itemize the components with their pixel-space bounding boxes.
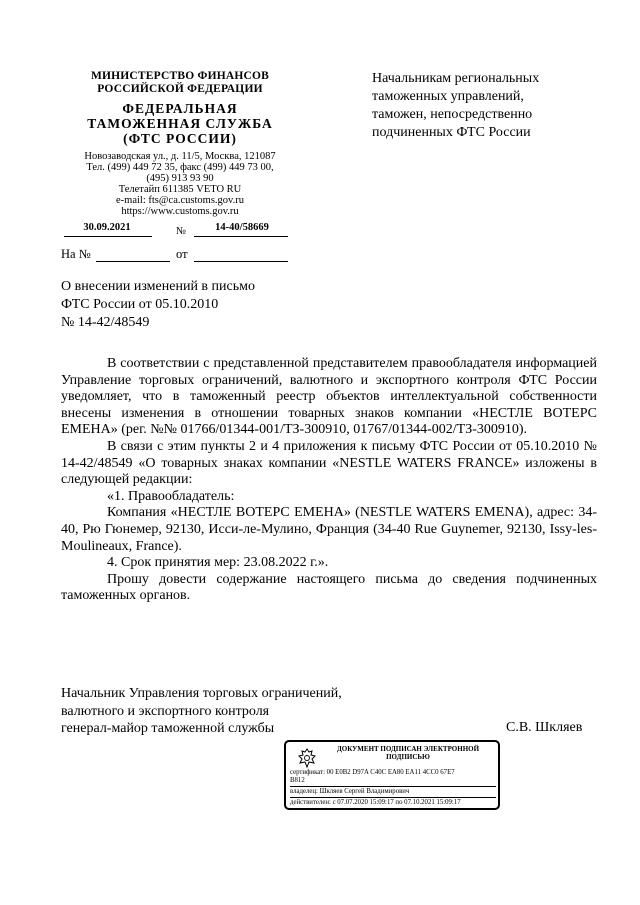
body-paragraph: «1. Правообладатель:	[107, 488, 235, 504]
body-paragraph: 4. Срок принятия мер: 23.08.2022 г.».	[107, 555, 329, 571]
underline	[194, 236, 288, 237]
addressee-line: таможен, непосредственно	[372, 107, 533, 122]
e-signature-stamp	[284, 740, 500, 810]
stamp-title-line: ПОДПИСЬЮ	[386, 753, 430, 761]
subject-line: О внесении изменений в письмо	[61, 279, 255, 294]
addressee-line: таможенных управлений,	[372, 89, 524, 104]
ministry-line: РОССИЙСКОЙ ФЕДЕРАЦИИ	[97, 83, 263, 95]
body-paragraph: В соответствии с представленной представителем правообладателя информацией Управление торговых ограничений, валютного и экспортного контроля ФТС России уведомляет, что в таможенный реестр объектов интеллектуальной собственности внесены изменения в отношении товарных знаков компании «НЕСТЛЕ ВОТЕРС ЕМЕНА» (рег. №№ 01766/01344-001/ТЗ-300910, 01767/01344-002/ТЗ-300910).	[61, 356, 597, 438]
certificate-line: сертификат: 00 E0B2 D97A C40C EA80 EA11 4CC0 67E7	[290, 769, 455, 776]
underline	[96, 261, 170, 262]
from-label: от	[176, 247, 188, 261]
signatory-line: Начальник Управления торговых ограничений,	[61, 686, 342, 701]
website-line: https://www.customs.gov.ru	[121, 206, 239, 217]
emblem-icon	[298, 748, 316, 768]
subject	[61, 278, 301, 332]
registration-date: 30.09.2021	[83, 222, 131, 233]
teletype-line: Телетайп 611385 VETO RU	[118, 184, 242, 195]
signatory-line: валютного и экспортного контроля	[61, 703, 270, 719]
body-paragraph: Компания «НЕСТЛЕ ВОТЕРС ЕМЕНА» (NESTLE WATERS EMENA), адрес: 34-40, Рю Гюнемер, 92130, Исси-ле-Мулино, Франция (34-40 Rue Guynemer, 92130, Issy-les-Moulineaux, France).	[61, 505, 597, 554]
phone-line: Тел. (499) 449 72 35, факс (499) 449 73 00,	[86, 162, 274, 173]
stamp-title	[316, 745, 500, 761]
stamp-divider	[290, 786, 496, 787]
addressee	[372, 70, 602, 142]
registration-number: 14-40/58669	[215, 222, 269, 233]
signatory-line: генерал-майор таможенной службы	[61, 721, 275, 736]
subject-line: № 14-42/48549	[61, 315, 150, 330]
ministry-line: МИНИСТЕРСТВО ФИНАНСОВ	[90, 70, 270, 82]
service-line: ТАМОЖЕННАЯ СЛУЖБА	[87, 116, 273, 131]
letter-body	[61, 356, 597, 605]
body-paragraph: Прошу довести содержание настоящего письма до сведения подчиненных таможенных органов.	[61, 571, 597, 604]
stamp-title-line: ДОКУМЕНТ ПОДПИСАН ЭЛЕКТРОННОЙ	[336, 745, 480, 753]
stamp-divider	[290, 797, 496, 798]
underline	[64, 236, 152, 237]
phone-line: (495) 913 93 90	[146, 173, 214, 184]
addressee-line: подчиненных ФТС России	[372, 125, 531, 140]
signatory-name: С.В. Шкляев	[506, 720, 583, 735]
validity-line: действителен: с 07.07.2020 15:09:17 по 07.10.2021 15:09:17	[290, 799, 461, 806]
body-paragraph: В связи с этим пункты 2 и 4 приложения к письму ФТС России от 05.10.2010 № 14-42/48549 «О товарных знаках компании «NESTLE WATERS FRANCE» изложены в следующей редакции:	[61, 438, 597, 488]
service-name	[60, 101, 300, 146]
reference-label: На №	[61, 247, 91, 261]
owner-line: владелец: Шкляев Сергей Владимирович	[290, 788, 410, 795]
service-line: ФЕДЕРАЛЬНАЯ	[122, 101, 238, 116]
underline	[194, 261, 288, 262]
number-sign: №	[176, 226, 187, 237]
contact-info	[60, 151, 300, 217]
subject-line: ФТС России от 05.10.2010	[61, 297, 219, 312]
certificate-line-cont: B812	[290, 777, 305, 784]
address-line: Новозаводская ул., д. 11/5, Москва, 121087	[84, 151, 276, 162]
service-line: (ФТС РОССИИ)	[123, 131, 237, 146]
email-line: e-mail: fts@ca.customs.gov.ru	[116, 195, 244, 206]
ministry-name	[60, 70, 300, 96]
addressee-line: Начальникам региональных	[372, 71, 540, 86]
signatory-title	[61, 685, 381, 738]
